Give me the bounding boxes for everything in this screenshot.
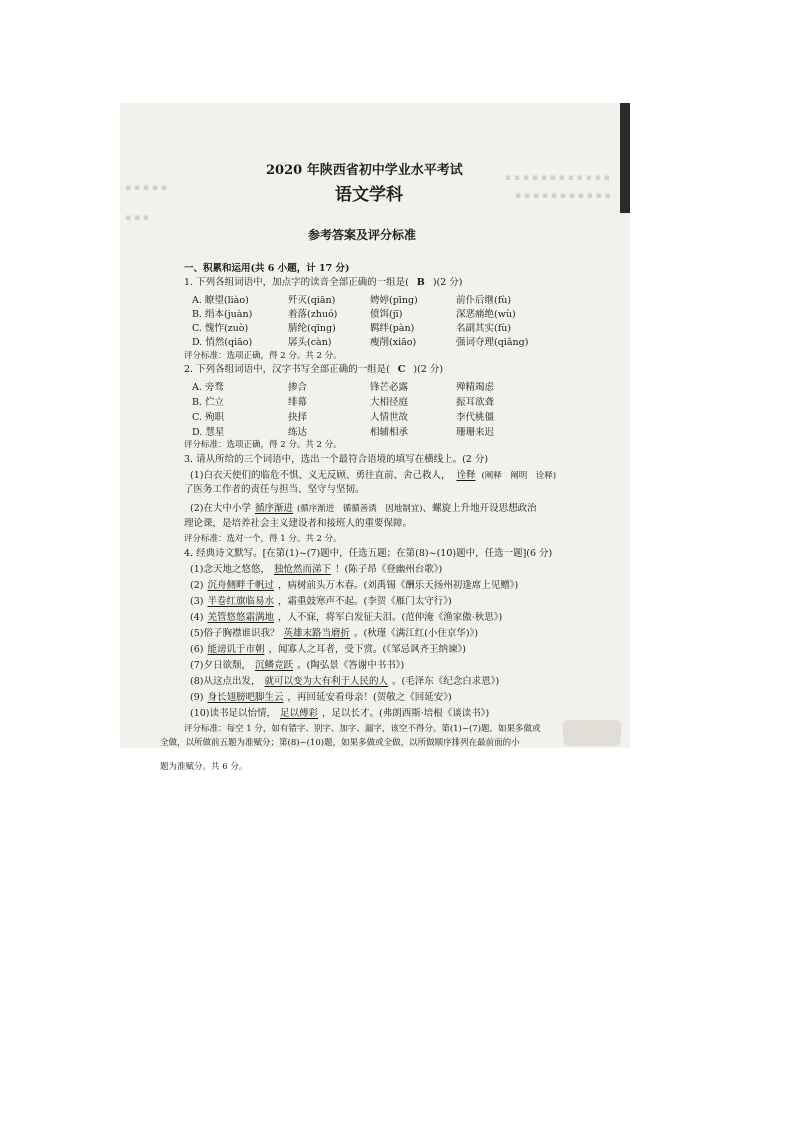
q4-stem: 4. 经典诗文默写。[在第(1)~(7)题中，任选五题；在第(8)~(10)题中，任选一题](6 分): [184, 548, 553, 559]
exam-title: 2020 年陕西省初中学业水平考试: [266, 163, 463, 178]
q1-stem: 1. 下列各组词语中，加点字的读音全部正确的一组是( B )(2 分): [184, 277, 463, 288]
q3-answer-2: 循序渐进: [254, 503, 293, 514]
q4-item: (2) 沉舟侧畔千帆过 ，病树前头万木春。(刘禹锡《酬乐天扬州初逢席上见赠》): [190, 580, 519, 591]
q1-scoring: 评分标准：选项正确，得 2 分。共 2 分。: [184, 351, 342, 361]
q3-stem: 3. 请从所给的三个词语中，选出一个最符合语境的填写在横线上。(2 分): [184, 454, 489, 465]
q4-item: (1)念天地之悠悠， 独怆然而涕下 ！(陈子昂《登幽州台歌》): [190, 564, 443, 575]
q4-item: (5)俗子胸襟谁识我？ 英雄末路当磨折 。(秋瑾《满江红(小住京华)》): [190, 628, 479, 639]
q2-answer: C: [397, 364, 406, 375]
q4-item: (8)从这点出发， 就可以变为大有利于人民的人 。(毛泽东《纪念白求恩》): [190, 676, 500, 687]
q4-scoring-line1: 评分标准：每空 1 分，如有错字、别字、加字、漏字，该空不得分。第(1)~(7)题，如果多做或: [184, 724, 541, 734]
subject-title: 语文学科: [335, 185, 403, 205]
q4-item: (9) 身长翅膀吧脚生云 ，再回延安看母亲！(贺敬之《回延安》): [190, 692, 452, 703]
q2-scoring: 评分标准：选项正确，得 2 分。共 2 分。: [184, 440, 342, 450]
scan-smudge: [563, 720, 621, 746]
q4-item: (4) 羌管悠悠霜满地 ，人不寐，将军白发征夫泪。(范仲淹《渔家傲·秋思》): [190, 612, 503, 623]
q3-part1: (1)白衣天使们的临危不惧、义无反顾、勇往直前、舍己救人， 诠释 (阐释 阐明 诠释): [190, 470, 557, 481]
bleed-through-text: ▪ ▪ ▪ ▪ ▪ ▪ ▪ ▪ ▪ ▪ ▪ ▪: [505, 173, 610, 183]
q3-answer-1: 诠释: [456, 470, 476, 481]
q3-part2: (2)在大中小学 循序渐进 (循序渐进 循循善诱 因地制宜)、螺旋上升地开设思想政治: [190, 503, 537, 514]
scanned-page: ▪ ▪ ▪ ▪ ▪ ▪ ▪ ▪ ▪ ▪ ▪ ▪ ▪ ▪ ▪ ▪ ▪ ▪ ▪ ▪ ▪ ▪ ▪ ▪ ▪ ▪ ▪ ▪ ▪ ▪ ▪ 2020 年陕西省初中学业水平考试 语文学科 参考答案及评分标准 一、积累和运用(共 6 小题，计 17 分) 1. 下列各组词语中，加点字的读音全部正确的一组是( B )(2 分) A. 瞭望(liào) 歼灭(qiān) 娉婷(pīng) 前仆后继(fù) B. 绢本(juàn) 着落(zhuó) 偾饵(jī) 深恶痛绝(wù) C. 愧怍(zuò) 腈纶(qīng) 羁绊(pàn) 名副其实(fù) D. 悄然(qiāo) 孱头(càn) 瘦削(xiāo) 强词夺理(qiǎng) 评分标准：选项正确，得 2 分。共 2 分。 2. 下列各组词语中，汉字书写全部正确的一组是( C )(2 分) A. 旁骛 掺合 锋芒必露 殚精竭虑 B. 伫立 绯幕 大相径庭 振耳欲聋 C. 殉职 抉择 人情世故 李代桃僵 D. 慧星 练达 相辅相承 珊珊来迟 评分标准：选项正确，得 2 分。共 2 分。 3. 请从所给的三个词语中，选出一个最符合语境的填写在横线上。(2 分) (1)白衣天使们的临危不惧、义无反顾、勇往直前、舍己救人， 诠释 (阐释 阐明 诠释) 了医务工作者的责任与担当、坚守与坚韧。 (2)在大中小学 循序渐进 (循序渐进 循循善诱 因地制宜)、螺旋上升地开设思想政治 理论课，是培养社会主义建设者和接班人的重要保障。 评分标准：选对一个，得 1 分。共 2 分。 4. 经典诗文默写。[在第(1)~(7)题中，任选五题；在第(8)~(10)题中，任选一题](6 分) (1)念天地之悠悠， 独怆然而涕下 ！(陈子昂《登幽州台歌》) (2) 沉舟侧畔千帆过 ，病树前头万木春。(刘禹锡《酬乐天扬州初逢席上见赠》) (3) 半卷红旗临易水 ，霜重鼓寒声不起。(李贺《雁门太守行》) (4) 羌管悠悠霜满地 ，人不寐，将军白发征夫泪。(范仲淹《渔家傲·秋思》) (5)俗子胸襟谁识我？ 英雄末路当磨折 。(秋瑾《满江红(小住京华)》) (6) 能谤讥于市朝 ，闻寡人之耳者，受下赏。(《邹忌讽齐王纳谏》) (7)夕日欲颓， 沉鳞竞跃 。(陶弘景《答谢中书书》) (8)从这点出发， 就可以变为大有利于人民的人 。(毛泽东《纪念白求恩》) (9) 身长翅膀吧脚生云 ，再回延安看母亲！(贺敬之《回延安》) (10)读书足以怡情， 足以傅彩 ，足以长才。(弗朗西斯·培根《谈读书》) 评分标准：每空 1 分，如有错字、别字、加字、漏字，该空不得分。第(1)~(7)题，如果多做或 全做，以所做前五题为准赋分；第(8)~(10)题，如果多做或全做，以所做顺序排列在最前面的小: [120, 103, 630, 748]
section-heading: 一、积累和运用(共 6 小题，计 17 分): [184, 263, 350, 274]
q3-scoring: 评分标准：选对一个，得 1 分。共 2 分。: [184, 534, 342, 544]
q4-item: (3) 半卷红旗临易水 ，霜重鼓寒声不起。(李贺《雁门太守行》): [190, 596, 452, 607]
bleed-through-text: ▪ ▪ ▪: [125, 213, 150, 223]
bleed-through-text: ▪ ▪ ▪ ▪ ▪ ▪ ▪ ▪ ▪ ▪ ▪: [515, 191, 611, 201]
q4-item: (7)夕日欲颓， 沉鳞竞跃 。(陶弘景《答谢中书书》): [190, 660, 405, 671]
q3-part1-tail: 了医务工作者的责任与担当、坚守与坚韧。: [184, 484, 365, 495]
q4-scoring-line2: 全做，以所做前五题为准赋分；第(8)~(10)题，如果多做或全做，以所做顺序排列在最前面的小: [160, 738, 520, 748]
bleed-through-text: ▪ ▪ ▪ ▪ ▪: [125, 183, 167, 193]
subtitle: 参考答案及评分标准: [308, 228, 417, 242]
q2-stem: 2. 下列各组词语中，汉字书写全部正确的一组是( C )(2 分): [184, 364, 444, 375]
q4-scoring-line3: 题为准赋分。共 6 分。: [160, 762, 248, 772]
q4-item: (10)读书足以怡情， 足以傅彩 ，足以长才。(弗朗西斯·培根《谈读书》): [190, 708, 490, 719]
q3-part2-tail: 理论课，是培养社会主义建设者和接班人的重要保障。: [184, 518, 413, 529]
scan-edge-shadow: [620, 103, 630, 213]
q4-item: (6) 能谤讥于市朝 ，闻寡人之耳者，受下赏。(《邹忌讽齐王纳谏》): [190, 644, 466, 655]
q1-answer: B: [416, 277, 425, 288]
